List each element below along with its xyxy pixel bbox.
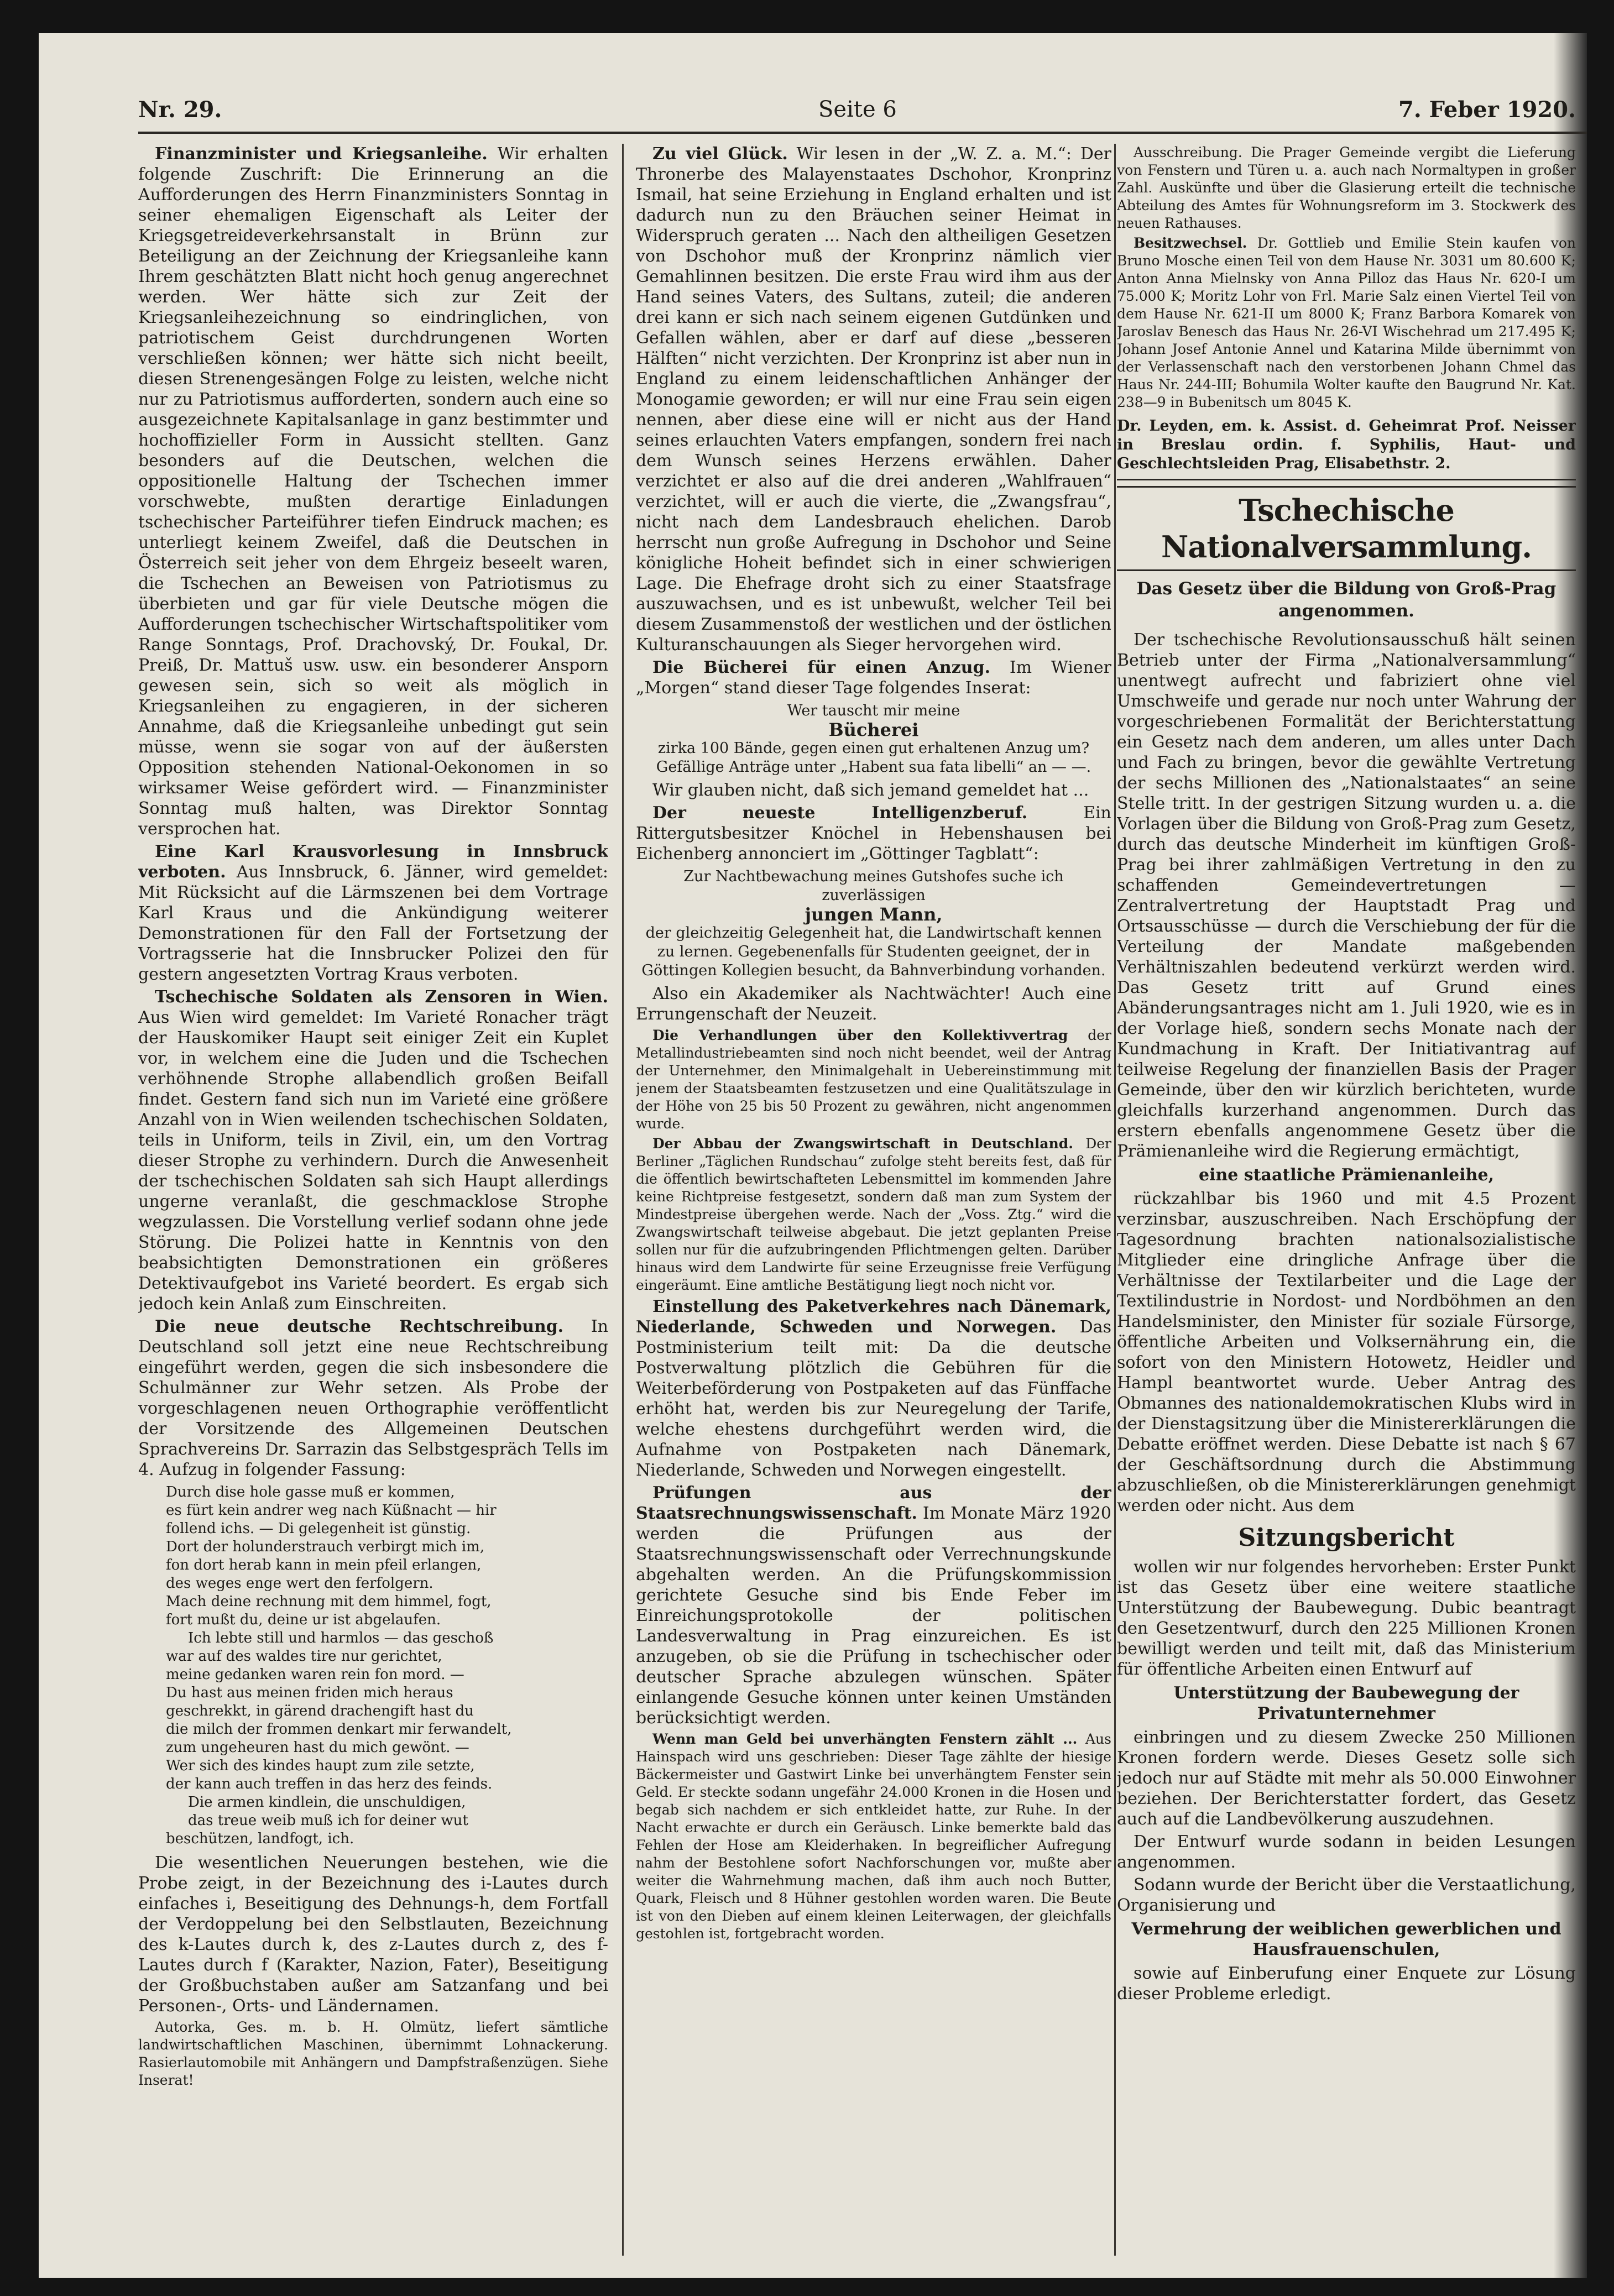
section-heading: Sitzungsbericht	[1238, 1524, 1455, 1552]
poem-line: des weges enge wert den ferfolgern.	[166, 1575, 433, 1592]
article-title: Prüfungen aus der Staatsrechnungswissenschaft.	[636, 1483, 1111, 1523]
article-text: wollen wir nur folgendes hervorheben: Erster Punkt ist das Gesetz über eine weitere staatliche Unterstützung der Baubewegung. Dubic beantragt den Gesetzentwurf, durch den 225 Millionen Kronen bewilligt werden und teilt mit, daß das Ministerium für öffentliche Arbeiten einen Entwurf auf	[1117, 1557, 1576, 1679]
article-session-report-cont	[1117, 1727, 1576, 1829]
poem-line: Ich lebte still und harmlos — das geschoß	[188, 1630, 494, 1646]
article-headline: Tschechische Nationalversammlung.	[1117, 486, 1576, 571]
article-session-report	[1117, 1557, 1576, 1680]
notice-tender	[1117, 144, 1576, 232]
tell-monologue-poem	[166, 1483, 608, 1848]
quoted-advert-library	[636, 702, 1111, 777]
article-text: Sodann wurde der Bericht über die Verstaatlichung, Organisierung und	[1117, 1875, 1576, 1915]
article-text: Ausschreibung. Die Prager Gemeinde vergibt die Lieferung von Fenstern und Türen u. a. auch nach Normaltypen in großer Zahl. Auskünfte und über die Glasierung erteilt die technische Abteilung des Amtes für Wohnungsreform im 3. Stockwerk des neuen Rathauses.	[1117, 144, 1576, 231]
advert-text: Autorka, Ges. m. b. H. Olmütz, liefert sämtliche landwirtschaftlichen Maschinen, übernimmt Lohnackerung. Rasierlautomobile mit Anhängern und Dampfstraßenzügen. Siehe Inserat!	[138, 2019, 608, 2088]
article-collective-agreement	[636, 1027, 1111, 1133]
article-national-assembly	[1117, 630, 1576, 1162]
newspaper-page	[39, 33, 1587, 2278]
article-text: der Metallindustriebeamten sind noch nicht beendet, weil der Antrag der Unternehmer, den Minimalgehalt in Uebereinstimmung mit jenem der Staatsbeamten festzusetzen und eine Qualitätszulage in der Höhe von 25 bis 50 Prozent zu gewähren, nicht angenommen wurde.	[636, 1027, 1111, 1132]
article-text: Dr. Gottlieb und Emilie Stein kaufen von Bruno Mosche einen Teil von dem Hause Nr. 3031 um 80.600 K; Anton Anna Mielnsky von Anna Pilloz das Haus Nr. 620-I um 75.000 K; Moritz Lohr von Frl. Marie Salz einen Viertel Teil von dem Hause Nr. 621-II um 8000 K; Franz Barbora Komarek von Jaroslav Benesch das Haus Nr. 26-VI Wischehrad um 217.495 K; Johann Josef Antonie Annel und Katarina Milde übernimmt von der Verlassenschaft nach den verstorbenen Johann Chmel das Haus Nr. 244-III; Bohumila Wolter kaufte den Baugrund Nr. Kat. 238—9 in Bubenitsch um 8045 K.	[1117, 235, 1576, 410]
article-text: Wir glauben nicht, daß sich jemand gemeldet hat ...	[652, 781, 1089, 800]
column-middle	[636, 144, 1111, 2256]
poem-line: Du hast aus meinen friden mich heraus	[166, 1685, 453, 1701]
article-text: Aus Wien wird gemeldet: Im Varieté Ronacher trägt der Hauskomiker Haupt seit einiger Zeit ein Kuplet vor, in welchem eine die Juden und die Tschechen verhöhnende Strophe allabendlich großen Beifall findet. Gestern fand sich nun im Varieté eine größere Anzahl von in Wien weilenden tschechischen Soldaten, teils in Uniform, teils in Zivil, ein, um den Vortrag dieser Strophe zu verhindern. Durch die Anwesenheit der tschechischen Soldaten sah sich Haupt allerdings ungerne veranlaßt, die geschmacklose Strophe wegzulassen. Die Vorstellung verlief sodann ohne jede Störung. Die Polizei hatte in Kenntnis von den beabsichtigten Demonstrationen ein größeres Detektivaufgebot ins Varieté beordert. Es ergab sich jedoch kein Anlaß zum Einschreiten.	[138, 1008, 608, 1314]
article-text: Im Wiener „Morgen“ stand dieser Tage folgendes Inserat:	[636, 658, 1111, 698]
poem-line: Dort der holunderstrauch verbirgt mich im,	[166, 1539, 485, 1555]
article-title: Einstellung des Paketverkehres nach Dänemark, Niederlande, Schweden und Norwegen.	[636, 1297, 1111, 1337]
article-title: Tschechische Soldaten als Zensoren in Wien.	[155, 987, 608, 1007]
centered-phrase: Vermehrung der weiblichen gewerblichen und Hausfrauenschulen,	[1131, 1920, 1561, 1959]
article-text: Die wesentlichen Neuerungen bestehen, wie die Probe zeigt, in der Bezeichnung des i-Lautes durch einfaches i, Beseitigung des Dehnungs-h, dem Fortfall der Verdoppelung bei den Selbstlauten, Bezeichnung des k-Lautes durch k, des z-Lautes durch z, des f-Lautes durch f (Karakter, Nazion, Fater), Beseitigung der Großbuchstaben außer am Satzanfang und bei Personen-, Orts- und Ländernamen.	[138, 1853, 608, 2016]
poem-line: war auf des waldes tire nur gerichtet,	[166, 1648, 442, 1665]
poem-line: Die armen kindlein, die unschuldigen,	[188, 1794, 466, 1811]
poem-line: Mach deine rechnung mit dem himmel, fogt,	[166, 1593, 492, 1610]
article-title: Finanzminister und Kriegsanleihe.	[155, 144, 488, 164]
poem-line: geschrekkt, in gärend drachengift hast du	[166, 1703, 474, 1719]
article-followup	[636, 984, 1111, 1024]
article-theft	[636, 1730, 1111, 1943]
article-text: sowie auf Einberufung einer Enquete zur Lösung dieser Probleme erledigt.	[1117, 1964, 1576, 2004]
centered-phrase: Unterstützung der Baubewegung der Privatunternehmer	[1173, 1683, 1519, 1723]
notice-property-transfer	[1117, 234, 1576, 411]
page-header	[138, 97, 1576, 130]
article-intelligence-job	[636, 803, 1111, 864]
article-title: Der Abbau der Zwangswirtschaft in Deutschland.	[652, 1136, 1073, 1152]
advert-line: Wer tauscht mir meine	[787, 702, 960, 719]
article-text: Aus Innsbruck, 6. Jänner, wird gemeldet: Mit Rücksicht auf die Lärmszenen bei dem Vortrage Karl Kraus und die Ankündigung weiterer Demonstrationen für den Fall der Fortsetzung der Vortragsserie hat die Innsbrucker Polizei den für gestern angesetzten Vortrag Kraus verboten.	[138, 862, 608, 984]
poem-line: beschützen, landfogt, ich.	[166, 1830, 354, 1847]
article-title: Zu viel Glück.	[652, 144, 788, 164]
article-title: Der neueste Intelligenzberuf.	[652, 803, 1028, 823]
article-session-report-cont	[1117, 1875, 1576, 1916]
poem-line: fort mußt du, deine ur ist abgelaufen.	[166, 1612, 441, 1628]
article-controlled-economy	[636, 1135, 1111, 1294]
advert-line: zirka 100 Bände, gegen einen gut erhaltenen Anzug um? Gefällige Anträge unter „Habent sua fata libelli“ an — —.	[656, 740, 1091, 776]
poem-line: es fürt kein andrer weg nach Küßnacht — hir	[166, 1502, 497, 1519]
article-session-report-end	[1117, 1963, 1576, 2004]
column-divider	[1114, 144, 1116, 2256]
article-text: In Deutschland soll jetzt eine neue Rechtschreibung eingeführt werden, gegen die sich insbesondere die Schulmänner zur Wehr setzen. Als Probe der vorgeschlagenen neuen Orthographie veröffentlicht der Vorsitzende des Allgemeinen Deutschen Sprachvereins Dr. Sarrazin das Selbstgespräch Tells im 4. Aufzug in folgender Fassung:	[138, 1317, 608, 1479]
article-library-for-suit	[636, 657, 1111, 698]
article-text: Aus Hainspach wird uns geschrieben: Dieser Tage zählte der hiesige Bäckermeister und Gastwirt Linke bei unverhängtem Fenster sein Geld. Er steckte sodann ungefähr 24.000 Kronen in die Hosen und begab sich nachdem er sich entkleidet hatte, zur Ruhe. In der Nacht erwachte er durch ein Geräusch. Linke bemerkte bald das Fehlen der Hose am Kleiderhaken. In begreiflicher Aufregung nahm der Bestohlene sofort Nachforschungen vor, mußte aber weiter die Wahrnehmung machen, daß ihm auch noch Butter, Quark, Fleisch und 8 Hühner gestohlen worden waren. Die Beute ist von den Dieben auf einem kleinen Leiterwagen, der gleichfalls gestohlen ist, fortgebracht worden.	[636, 1731, 1111, 1942]
doctor-advert: Dr. Leyden, em. k. Assist. d. Geheimrat Prof. Neisser in Breslau ordin. f. Syphilis, Haut- und Geschlechtsleiden Prag, Elisabethstr. 2.	[1117, 414, 1576, 480]
poem-line: fon dort herab kann in mein pfeil erlangen,	[166, 1557, 482, 1573]
poem-line: Wer sich des kindes haupt zum zile setzte,	[166, 1758, 475, 1774]
article-title: Wenn man Geld bei unverhängten Fenstern zählt ...	[652, 1731, 1078, 1747]
article-title: Eine Karl Krausvorlesung in Innsbruck verboten.	[138, 842, 608, 882]
advert-headline: Bücherei	[828, 719, 919, 740]
article-text: Das Postministerium teilt mit: Da die deutsche Postverwaltung plötzlich die Gebühren für die Weiterbeförderung von Postpaketen auf das Fünffache erhöht hat, werden bis zur Neuregelung der Tarife, welche ehestens durchgeführt werden wird, die Aufnahme von Postpaketen nach Dänemark, Niederlande, Schweden und Norwegen eingestellt.	[636, 1317, 1111, 1480]
article-finance-minister	[138, 144, 608, 839]
poem-line: follend ichs. — Di gelegenheit ist günstig.	[166, 1520, 471, 1537]
article-spelling-summary	[138, 1853, 608, 2016]
article-text: einbringen und zu diesem Zwecke 250 Millionen Kronen fordern werde. Dieses Gesetz solle sich jedoch nur auf Städte mit mehr als 50.000 Einwohner beziehen. Der Berichterstatter fordert, das Gesetz auch auf die Landbevölkerung auszudehnen.	[1117, 1728, 1576, 1829]
article-title: Besitzwechsel.	[1134, 235, 1247, 251]
article-too-much-luck	[636, 144, 1111, 655]
article-text: Wir lesen in der „W. Z. a. M.“: Der Thronerbe des Malayenstaates Dschohor, Kronprinz Ismail, hat seine Erziehung in England erhalten und ist dadurch nun zu den Bräuchen seiner Heimat in Widerspruch geraten ... Nach den altheiligen Gesetzen von Dschohor muß der Kronprinz nämlich vier Gemahlinnen besitzen. Die erste Frau wird ihm aus der Hand seines Vaters, des Sultans, zuteil; die anderen drei kann er sich nach seinem eigenen Gutdünken und Gefallen wählen, aber er darf auf diese „besseren Hälften“ nicht verzichten. Der Kronprinz ist aber nun in England zu einem leidenschaftlichen Anhänger der Monogamie geworden; er will nur eine Frau sein eigen nennen, aber diese eine will er nicht aus der Hand seines erlauchten Vaters empfangen, sondern frei nach dem Wunsch seines Herzens erwählen. Daher verzichtet er also auf die drei anderen „Wahlfrauen“ verzichtet, will er auch die vierte, die „Zwangsfrau“, nicht nach dem Landesbrauch ehelichen. Darob herrscht nun große Aufregung in Dschohor und Seine königliche Hoheit befindet sich in einer schwierigen Lage. Die Ehefrage droht sich zu einer Staatsfrage auszuwachsen, und es ist unbewußt, welcher Teil bei diesem Zusammenstoß der westlichen und der östlichen Kulturanschauungen als Sieger hervorgehen wird.	[636, 144, 1111, 655]
article-exams	[636, 1483, 1111, 1728]
column-left	[138, 144, 608, 2256]
article-national-assembly-cont	[1117, 1189, 1576, 1516]
article-spelling-reform	[138, 1316, 608, 1480]
column-divider	[622, 144, 624, 2256]
article-text: Der Berliner „Täglichen Rundschau“ zufolge steht bereits fest, daß für die öffentlich bewirtschafteten Lebensmittel im kommenden Jahre keine Richtpreise festgesetzt, sondern daß man zum System der Mindestpreise übergehen werde. Nach der „Voss. Ztg.“ wird die Zwangswirtschaft teilweise abgebaut. Die jetzt geplanten Preise sollen nur für die aufzubringenden Pflichtmengen gelten. Darüber hinaus wird dem Landwirte für seine Erzeugnisse freie Verfügung eingeräumt. Eine amtliche Bestätigung liegt noch nicht vor.	[636, 1136, 1111, 1293]
article-kraus-lecture	[138, 841, 608, 985]
article-text: Ein Rittergutsbesitzer Knöchel in Hebenshausen bei Eichenberg annonciert im „Göttinger Tagblatt“:	[636, 803, 1111, 864]
advert-headline: jungen Mann,	[805, 904, 943, 925]
page-number: Seite 6	[818, 97, 897, 122]
issue-number: Nr. 29.	[138, 97, 222, 123]
article-parcel-service	[636, 1296, 1111, 1481]
article-title: Die Verhandlungen über den Kollektivvertrag	[652, 1027, 1068, 1043]
column-right	[1117, 144, 1576, 2256]
poem-line: zum ungeheuren hast du mich gewönt. —	[166, 1739, 469, 1756]
advert-line: der gleichzeitig Gelegenheit hat, die Landwirtschaft kennen zu lernen. Gegebenenfalls für Studenten geeignet, der in Göttingen Kollegien besucht, da Bahnverbindung vorhanden.	[641, 924, 1106, 979]
article-text: Der tschechische Revolutionsausschuß hält seinen Betrieb unter der Firma „Nationalversammlung“ unentwegt aufrecht und fabriziert ohne viel Umschweife und gerade nur noch unter Wahrung der vorgeschriebenen Formalität der Berichterstattung ein Gesetz nach dem anderen, um alles unter Dach und Fach zu bringen, bevor die gewählte Vertretung der sechs Millionen des „Nationalstaates“ an seine Stelle tritt. In der gestrigen Sitzung wurden u. a. die Vorlagen über die Bildung von Groß-Prag zum Gesetz, durch das deutsche Minderheit im künftigen Groß-Prag bei ihrer zahlmäßigen Vertretung in den zu schaffenden Gemeindevertretungen — Zentralvertretung der Hauptstadt Prag und Ortsausschüsse — durch die Verschiebung der für die Verteilung der Mandate maßgebenden Verhältniszahlen bedeutend verkürzt werden wird. Das Gesetz tritt auf Grund eines Abänderungsantrages nicht am 1. Juli 1920, wie es in der Vorlage hieß, sondern sechs Monate nach der Kundmachung in Kraft. Der Initiativantrag auf teilweise Regelung der finanziellen Basis der Prager Gemeinde, über den wir kürzlich berichteten, wurde gleichfalls kurzerhand angenommen. Durch das erstern ebenfalls angenommene Gesetz über die Prämienanleihe wird die Regierung ermächtigt,	[1117, 630, 1576, 1161]
article-title: Die neue deutsche Rechtschreibung.	[155, 1317, 564, 1336]
poem-line: meine gedanken waren rein fon mord. —	[166, 1666, 464, 1683]
poem-line: die milch der frommen denkart mir ferwandelt,	[166, 1721, 512, 1738]
poem-line: der kann auch treffen in das herz des feinds.	[166, 1776, 493, 1792]
article-subheadline: Das Gesetz über die Bildung von Groß-Prag angenommen.	[1136, 579, 1556, 621]
article-text: Im Monate März 1920 werden die Prüfungen aus der Staatsrechnungswissenschaft oder Verrechnungskunde abgehalten werden. An die Prüfungskommission gerichtete Gesuche sind bis Ende Feber im Einreichungsprotokolle der politischen Landesverwaltung in Prag einzureichen. Es ist anzugeben, ob sie die Prüfung in tschechischer oder deutscher Sprache abzulegen wünschen. Später einlangende Gesuche können unter keinen Umständen berücksichtigt werden.	[636, 1504, 1111, 1728]
article-session-report-cont	[1117, 1832, 1576, 1873]
poem-line: Durch dise hole gasse muß er kommen,	[166, 1484, 455, 1500]
article-followup	[636, 780, 1111, 801]
article-text: Der Entwurf wurde sodann in beiden Lesungen angenommen.	[1117, 1832, 1576, 1872]
quoted-advert-night-watch	[636, 867, 1111, 980]
article-text: Also ein Akademiker als Nachtwächter! Auch eine Errungenschaft der Neuzeit.	[636, 984, 1111, 1024]
article-czech-censors	[138, 987, 608, 1314]
centered-phrase: eine staatliche Prämienanleihe,	[1198, 1165, 1495, 1185]
article-title: Die Bücherei für einen Anzug.	[652, 658, 991, 677]
article-text: Wir erhalten folgende Zuschrift: Die Erinnerung an die Aufforderungen des Herrn Finanzministers Sonntag in seiner ehemaligen Eigenschaft als Leiter der Kriegsgetreideverkehrsanstalt in Brünn zur Beteiligung an der Zeichnung der Kriegsanleihe kann Ihrem geschätzten Blatt nicht hoch genug angerechnet werden. Wer hätte sich zur Zeit der Kriegsanleihezeichnung so eindringlichen, von patriotischem Geist durchdrungenen Worten verschließen können; wer hätte sich nicht beeilt, diesen Strenengesängen Folge zu leisten, welche nicht nur zu Patriotismus aufforderten, sondern auch eine so ausgezeichnete Kapitalsanlage in ganz bestimmter und hochoffizieller Form in Aussicht stellten. Ganz besonders auf die Deutschen, welchen die oppositionelle Haltung der Tschechen immer vorschwebte, mußten derartige Einladungen tschechischer Parteiführer tiefen Eindruck machen; es unterliegt keinem Zweifel, daß die Deutschen in Österreich seit jeher von dem Ehrgeiz beseelt waren, die Tschechen an Beweisen von Patriotismus zu überbieten und gar für viele Deutsche mögen die Aufforderungen tschechischer Wirtschaftspolitiker vom Range Sonntags, Prof. Drachovský, Dr. Foukal, Dr. Preiß, Dr. Mattuš usw. usw. ein besonderer Ansporn gewesen sein, sich so weit als möglich in Kriegsanleihen zu engagieren, in der sicheren Annahme, daß die Kriegsanleihe unbedingt gut sein müsse, wenn sie sogar von auf der äußersten Opposition stehenden National-Oekonomen in so wirksamer Weise gefördert wird. — Finanzminister Sonntag muß halten, was Direktor Sonntag versprochen hat.	[138, 144, 608, 839]
advert-autorka	[138, 2018, 608, 2089]
advert-line: Zur Nachtbewachung meines Gutshofes suche ich zuverlässigen	[683, 868, 1064, 904]
poem-line: das treue weib muß ich for deiner wut	[188, 1812, 468, 1829]
header-rule	[138, 132, 1587, 134]
issue-date: 7. Feber 1920.	[1398, 97, 1576, 123]
article-text: rückzahlbar bis 1960 und mit 4.5 Prozent verzinsbar, auszuschreiben. Nach Erschöpfung der Tagesordnung brachten nationalsozialistische Mitglieder eine dringliche Anfrage über die Verhältnisse der Textilarbeiter und die Lage der Textilindustrie in Nordost- und Nordböhmen an den Handelsminister, den Minister für soziale Fürsorge, öffentliche Arbeiten und Volksernährung ein, die sofort von den Ministern Hotowetz, Heidler und Hampl beantwortet wurde. Ueber Antrag des Obmannes des nationaldemokratischen Klubs wird in der Dienstagsitzung über die Ministererklärungen die Debatte eröffnet werden. Diese Debatte ist nach § 67 der Geschäftsordnung durch die Abstimmung abzuschließen, ob die Ministererklärungen genehmigt werden oder nicht. Aus dem	[1117, 1189, 1576, 1515]
